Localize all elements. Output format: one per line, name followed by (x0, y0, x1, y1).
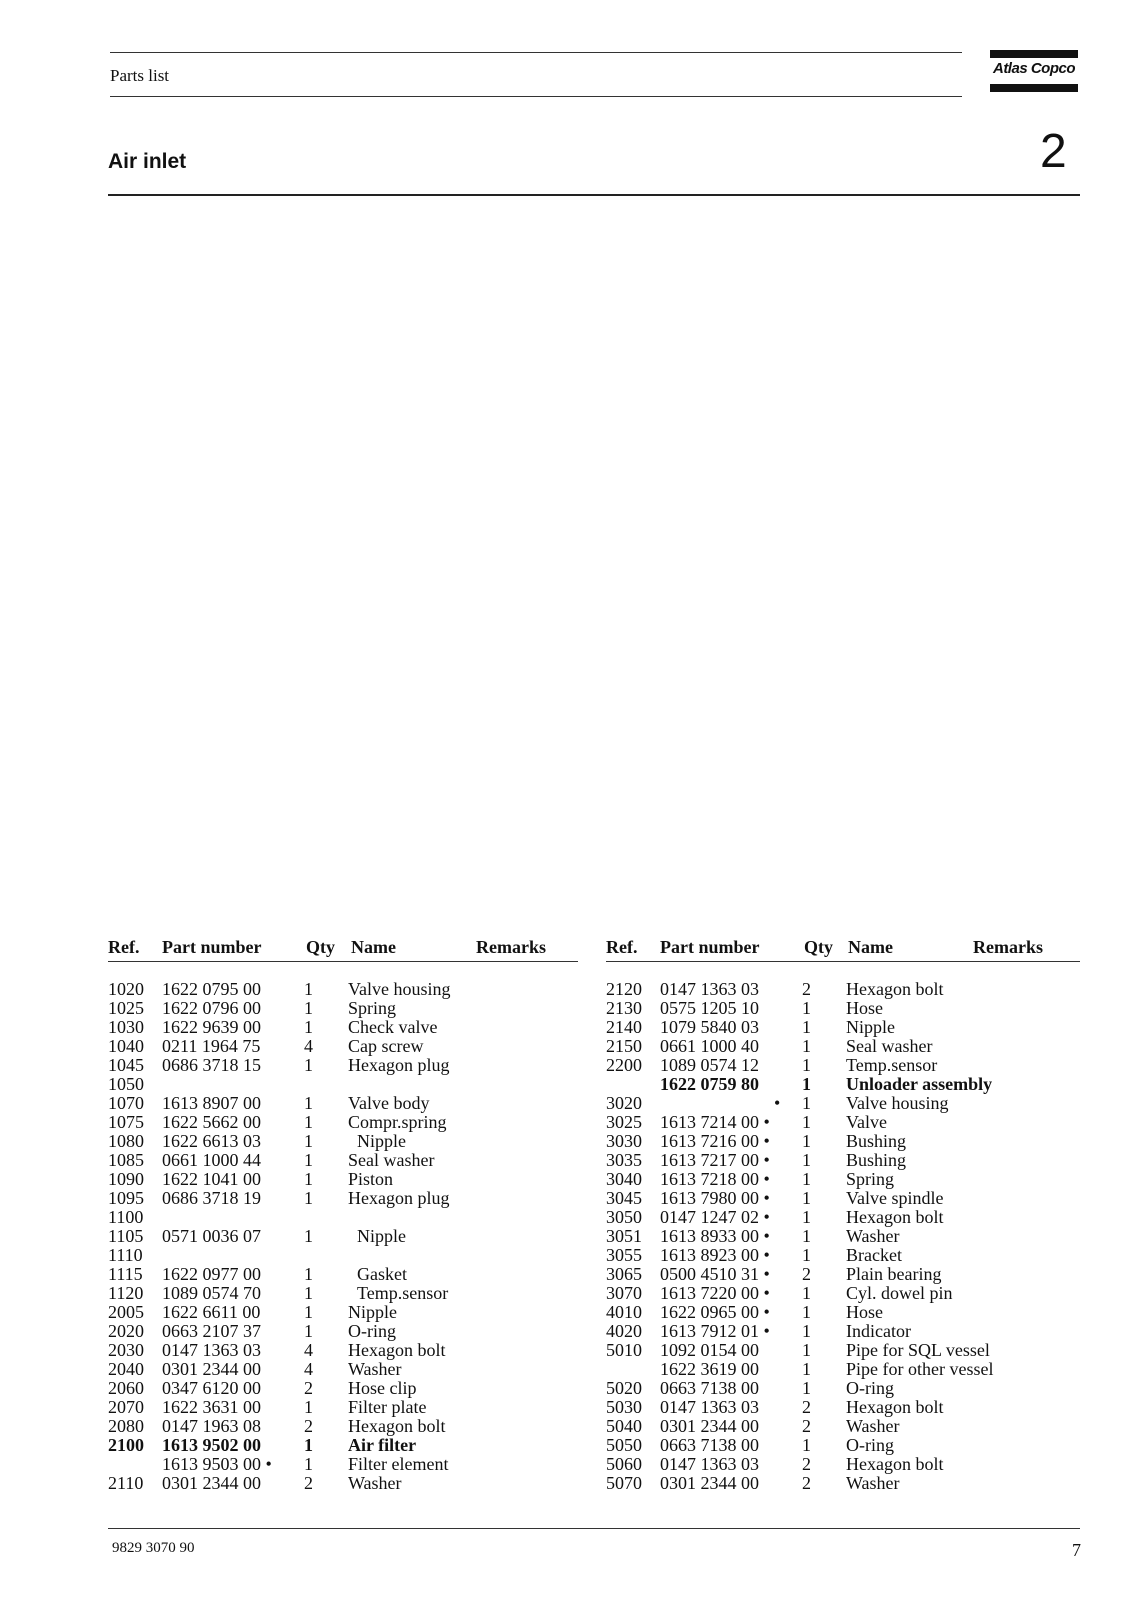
part-ref: 1090 (108, 1169, 144, 1189)
part-name: Cyl. dowel pin (846, 1283, 953, 1303)
parts-row (606, 1113, 1076, 1132)
part-qty: 2 (802, 1264, 811, 1284)
col-header-remarks: Remarks (973, 937, 1043, 957)
col-header-ref: Ref. (108, 937, 140, 957)
parts-row (606, 1246, 1076, 1265)
part-name: Unloader assembly (846, 1074, 993, 1094)
part-qty: 1 (802, 1321, 811, 1341)
part-number: 1622 0977 00 (162, 1264, 261, 1284)
parts-row (108, 1284, 578, 1303)
parts-row (606, 1474, 1076, 1493)
col-header-qty: Qty (306, 937, 335, 957)
part-qty: 1 (304, 1302, 313, 1322)
part-ref: 5050 (606, 1435, 642, 1455)
part-name: Washer (846, 1226, 900, 1246)
part-ref: 3030 (606, 1131, 642, 1151)
col-header-part-number: Part number (162, 937, 262, 957)
part-name: Hexagon bolt (846, 979, 944, 999)
parts-row (606, 1075, 1076, 1094)
part-name: Washer (846, 1473, 900, 1493)
part-number: 1613 7218 00 • (660, 1169, 770, 1189)
part-number: 1622 6611 00 (162, 1302, 261, 1322)
part-name: Hexagon bolt (846, 1207, 944, 1227)
parts-row (108, 1170, 578, 1189)
part-name: Valve body (348, 1093, 430, 1113)
parts-row (108, 1056, 578, 1075)
parts-row (606, 1398, 1076, 1417)
part-ref: 2080 (108, 1416, 144, 1436)
part-name: Indicator (846, 1321, 911, 1341)
part-name: Seal washer (846, 1036, 933, 1056)
part-number: 0663 2107 37 (162, 1321, 261, 1341)
parts-row (606, 1132, 1076, 1151)
parts-row (606, 1265, 1076, 1284)
part-qty: 1 (802, 1340, 811, 1360)
parts-row (606, 1227, 1076, 1246)
parts-row (606, 1436, 1076, 1455)
part-ref: 5020 (606, 1378, 642, 1398)
parts-row (108, 1322, 578, 1341)
parts-row (606, 1056, 1076, 1075)
part-number: 0347 6120 00 (162, 1378, 261, 1398)
part-number: 0301 2344 00 (162, 1359, 261, 1379)
part-qty: 1 (304, 1169, 313, 1189)
part-name: O-ring (348, 1321, 396, 1341)
part-name: Pipe for other vessel (846, 1359, 994, 1379)
part-ref: 5010 (606, 1340, 642, 1360)
part-qty: 1 (802, 1207, 811, 1227)
part-name: O-ring (846, 1435, 894, 1455)
part-number: 1622 0759 80 (660, 1074, 759, 1094)
part-ref: 1110 (108, 1245, 143, 1265)
part-name: Washer (348, 1359, 402, 1379)
part-ref: 2150 (606, 1036, 642, 1056)
part-ref: 2100 (108, 1435, 144, 1455)
part-ref: 2140 (606, 1017, 642, 1037)
part-name: Bracket (846, 1245, 902, 1265)
parts-row (606, 1303, 1076, 1322)
part-qty: 1 (802, 1055, 811, 1075)
part-name: Plain bearing (846, 1264, 942, 1284)
part-name: Nipple (846, 1017, 895, 1037)
part-name: Piston (348, 1169, 394, 1189)
part-name: Spring (846, 1169, 895, 1189)
part-number: 1613 9503 00 • (162, 1454, 272, 1474)
part-number: 0661 1000 40 (660, 1036, 759, 1056)
document-number: 9829 3070 90 (112, 1540, 195, 1556)
parts-row (108, 1113, 578, 1132)
part-qty: 2 (802, 1473, 811, 1493)
part-number: 1613 7980 00 • (660, 1188, 770, 1208)
part-qty: 1 (304, 1017, 313, 1037)
part-name: Temp.sensor (846, 1055, 938, 1075)
part-name: Hexagon bolt (348, 1416, 446, 1436)
parts-row (606, 1037, 1076, 1056)
part-qty: 1 (802, 1245, 811, 1265)
part-name: Valve housing (846, 1093, 949, 1113)
part-name: Valve spindle (846, 1188, 944, 1208)
part-number: 1622 0965 00 • (660, 1302, 770, 1322)
part-ref: 1100 (108, 1207, 144, 1227)
part-ref: 5070 (606, 1473, 642, 1493)
part-name: Hose (846, 1302, 883, 1322)
part-number: 1613 7220 00 • (660, 1283, 770, 1303)
parts-row (108, 1132, 578, 1151)
part-qty: 1 (802, 998, 811, 1018)
part-ref: 3065 (606, 1264, 642, 1284)
part-number: 0686 3718 15 (162, 1055, 261, 1075)
part-ref: 2070 (108, 1397, 144, 1417)
part-ref: 4010 (606, 1302, 642, 1322)
section-number: 2 (1040, 125, 1067, 178)
part-ref: 3070 (606, 1283, 642, 1303)
parts-row (108, 1360, 578, 1379)
part-name: Filter element (348, 1454, 449, 1474)
parts-row (606, 1170, 1076, 1189)
part-ref: 1040 (108, 1036, 144, 1056)
part-qty: 1 (304, 1093, 313, 1113)
part-ref: 1075 (108, 1112, 144, 1132)
col-header-qty: Qty (804, 937, 833, 957)
parts-row (606, 1379, 1076, 1398)
part-number: 0147 1363 03 (660, 1397, 759, 1417)
part-ref: 2060 (108, 1378, 144, 1398)
part-qty: 1 (802, 1359, 811, 1379)
part-name: Valve housing (348, 979, 451, 999)
parts-row (108, 1474, 578, 1493)
part-qty: 4 (304, 1359, 313, 1379)
parts-row (606, 999, 1076, 1018)
page-number: 7 (1072, 1540, 1081, 1560)
part-name: Hexagon plug (348, 1188, 450, 1208)
part-qty: 2 (802, 1416, 811, 1436)
part-qty: 1 (802, 1435, 811, 1455)
parts-row (108, 1208, 578, 1227)
parts-row (108, 1398, 578, 1417)
part-qty: 1 (802, 1150, 811, 1170)
part-number: 0575 1205 10 (660, 998, 759, 1018)
part-qty: 1 (304, 1435, 313, 1455)
part-number: 0147 1363 03 (660, 979, 759, 999)
part-number: 1079 5840 03 (660, 1017, 759, 1037)
part-ref: 3020 (606, 1093, 642, 1113)
header-section-label: Parts list (110, 66, 170, 85)
part-qty: 1 (802, 1017, 811, 1037)
parts-row (606, 1208, 1076, 1227)
part-name: Filter plate (348, 1397, 427, 1417)
part-qty: 1 (802, 1226, 811, 1246)
part-number: 1613 9502 00 (162, 1435, 261, 1455)
part-number: • (774, 1093, 781, 1113)
part-name: Nipple (348, 1302, 397, 1322)
parts-row (108, 1379, 578, 1398)
part-name: Hose clip (348, 1378, 417, 1398)
part-number: 0500 4510 31 • (660, 1264, 770, 1284)
part-number: 1613 7217 00 • (660, 1150, 770, 1170)
part-name: Spring (348, 998, 397, 1018)
part-qty: 1 (304, 1188, 313, 1208)
parts-row (108, 980, 578, 999)
parts-row (606, 1455, 1076, 1474)
part-qty: 2 (304, 1416, 313, 1436)
part-number: 0301 2344 00 (162, 1473, 261, 1493)
part-ref: 1085 (108, 1150, 144, 1170)
part-number: 0686 3718 19 (162, 1188, 261, 1208)
part-qty: 1 (802, 1302, 811, 1322)
part-qty: 1 (802, 1188, 811, 1208)
part-number: 1622 6613 03 (162, 1131, 261, 1151)
part-qty: 1 (802, 1169, 811, 1189)
part-name: Gasket (357, 1264, 407, 1284)
part-name: Bushing (846, 1150, 907, 1170)
part-qty: 2 (802, 1397, 811, 1417)
parts-row (108, 999, 578, 1018)
part-name: Hexagon bolt (348, 1340, 446, 1360)
col-header-part-number: Part number (660, 937, 760, 957)
part-qty: 1 (304, 1283, 313, 1303)
part-qty: 1 (802, 1074, 811, 1094)
part-ref: 1020 (108, 979, 144, 999)
part-ref: 2200 (606, 1055, 642, 1075)
part-qty: 1 (802, 1378, 811, 1398)
part-qty: 1 (304, 1112, 313, 1132)
part-number: 0211 1964 75 (162, 1036, 261, 1056)
part-number: 1092 0154 00 (660, 1340, 759, 1360)
part-name: Hexagon bolt (846, 1454, 944, 1474)
part-ref: 3045 (606, 1188, 642, 1208)
parts-row (606, 1018, 1076, 1037)
part-number: 1613 8907 00 (162, 1093, 261, 1113)
parts-row (108, 1417, 578, 1436)
part-ref: 2030 (108, 1340, 144, 1360)
parts-row (108, 1246, 578, 1265)
part-qty: 1 (304, 1397, 313, 1417)
part-ref: 1070 (108, 1093, 144, 1113)
parts-row (108, 1265, 578, 1284)
part-qty: 1 (304, 998, 313, 1018)
parts-row (606, 1322, 1076, 1341)
part-name: Bushing (846, 1131, 907, 1151)
part-number: 1622 3619 00 (660, 1359, 759, 1379)
part-name: Seal washer (348, 1150, 435, 1170)
col-header-ref: Ref. (606, 937, 638, 957)
part-qty: 1 (304, 979, 313, 999)
part-qty: 4 (304, 1036, 313, 1056)
part-number: 1622 1041 00 (162, 1169, 261, 1189)
part-number: 0147 1247 02 • (660, 1207, 770, 1227)
parts-row (606, 1284, 1076, 1303)
part-ref: 1045 (108, 1055, 144, 1075)
parts-row (108, 1227, 578, 1246)
part-name: Nipple (357, 1131, 406, 1151)
part-ref: 1030 (108, 1017, 144, 1037)
parts-row (606, 1094, 1076, 1113)
part-number: 1089 0574 70 (162, 1283, 261, 1303)
part-qty: 2 (802, 1454, 811, 1474)
part-name: Washer (846, 1416, 900, 1436)
part-ref: 1120 (108, 1283, 144, 1303)
part-name: Hose (846, 998, 883, 1018)
parts-row (606, 1360, 1076, 1379)
col-header-name: Name (351, 937, 396, 957)
part-number: 1622 3631 00 (162, 1397, 261, 1417)
part-name: Air filter (348, 1435, 417, 1455)
part-name: Washer (348, 1473, 402, 1493)
part-name: Check valve (348, 1017, 438, 1037)
part-number: 1622 0796 00 (162, 998, 261, 1018)
part-qty: 4 (304, 1340, 313, 1360)
right-parts-list (606, 0, 1086, 1600)
part-number: 0301 2344 00 (660, 1473, 759, 1493)
parts-row (606, 1189, 1076, 1208)
page-title: Air inlet (108, 150, 187, 173)
part-name: Pipe for SQL vessel (846, 1340, 990, 1360)
part-ref: 3050 (606, 1207, 642, 1227)
part-ref: 3051 (606, 1226, 642, 1246)
part-name: Hexagon plug (348, 1055, 450, 1075)
part-ref: 3035 (606, 1150, 642, 1170)
part-ref: 1115 (108, 1264, 143, 1284)
part-name: O-ring (846, 1378, 894, 1398)
part-name: Temp.sensor (357, 1283, 449, 1303)
parts-row (108, 1037, 578, 1056)
part-number: 1622 5662 00 (162, 1112, 261, 1132)
footer-rule (108, 1528, 1080, 1529)
parts-row (108, 1189, 578, 1208)
part-name: Compr.spring (348, 1112, 447, 1132)
part-number: 0571 0036 07 (162, 1226, 261, 1246)
part-qty: 1 (802, 1093, 811, 1113)
part-qty: 1 (304, 1131, 313, 1151)
part-ref: 1105 (108, 1226, 144, 1246)
parts-row (108, 1436, 578, 1455)
part-ref: 3025 (606, 1112, 642, 1132)
part-number: 0661 1000 44 (162, 1150, 261, 1170)
part-ref: 3055 (606, 1245, 642, 1265)
left-parts-list (108, 0, 588, 1600)
part-ref: 2005 (108, 1302, 144, 1322)
part-ref: 5040 (606, 1416, 642, 1436)
part-number: 1613 8933 00 • (660, 1226, 770, 1246)
parts-row (606, 980, 1076, 999)
part-ref: 2110 (108, 1473, 144, 1493)
parts-row (606, 1341, 1076, 1360)
parts-row (108, 1151, 578, 1170)
part-number: 1089 0574 12 (660, 1055, 759, 1075)
part-number: 0663 7138 00 (660, 1435, 759, 1455)
part-ref: 1080 (108, 1131, 144, 1151)
parts-row (606, 1151, 1076, 1170)
parts-row (108, 1094, 578, 1113)
part-number: 1613 7216 00 • (660, 1131, 770, 1151)
part-ref: 2020 (108, 1321, 144, 1341)
parts-row (108, 1075, 578, 1094)
part-qty: 1 (802, 1131, 811, 1151)
part-number: 0663 7138 00 (660, 1378, 759, 1398)
parts-row (108, 1455, 578, 1474)
part-qty: 1 (304, 1150, 313, 1170)
part-ref: 5030 (606, 1397, 642, 1417)
part-number: 1622 0795 00 (162, 979, 261, 999)
part-qty: 1 (304, 1264, 313, 1284)
part-number: 1613 8923 00 • (660, 1245, 770, 1265)
part-ref: 2130 (606, 998, 642, 1018)
col-header-remarks: Remarks (476, 937, 546, 957)
part-qty: 1 (304, 1055, 313, 1075)
part-qty: 1 (304, 1321, 313, 1341)
part-ref: 1095 (108, 1188, 144, 1208)
part-qty: 1 (802, 1036, 811, 1056)
part-number: 0147 1363 03 (162, 1340, 261, 1360)
part-number: 1613 7214 00 • (660, 1112, 770, 1132)
part-name: Nipple (357, 1226, 406, 1246)
col-header-name: Name (848, 937, 893, 957)
part-name: Hexagon bolt (846, 1397, 944, 1417)
parts-row (606, 1417, 1076, 1436)
part-number: 1613 7912 01 • (660, 1321, 770, 1341)
parts-row (108, 1018, 578, 1037)
part-ref: 2120 (606, 979, 642, 999)
parts-row (108, 1303, 578, 1322)
part-ref: 2040 (108, 1359, 144, 1379)
part-name: Cap screw (348, 1036, 424, 1056)
part-qty: 1 (802, 1283, 811, 1303)
part-ref: 1025 (108, 998, 144, 1018)
part-qty: 2 (304, 1378, 313, 1398)
part-ref: 1050 (108, 1074, 144, 1094)
part-qty: 2 (304, 1473, 313, 1493)
logo-text: Atlas Copco (992, 60, 1075, 77)
part-ref: 5060 (606, 1454, 642, 1474)
part-qty: 2 (802, 979, 811, 999)
part-qty: 1 (802, 1112, 811, 1132)
part-qty: 1 (304, 1226, 313, 1246)
part-ref: 3040 (606, 1169, 642, 1189)
part-number: 1622 9639 00 (162, 1017, 261, 1037)
part-number: 0147 1963 08 (162, 1416, 261, 1436)
parts-row (108, 1341, 578, 1360)
part-ref: 4020 (606, 1321, 642, 1341)
part-number: 0301 2344 00 (660, 1416, 759, 1436)
part-qty: 1 (304, 1454, 313, 1474)
part-name: Valve (846, 1112, 887, 1132)
part-number: 0147 1363 03 (660, 1454, 759, 1474)
